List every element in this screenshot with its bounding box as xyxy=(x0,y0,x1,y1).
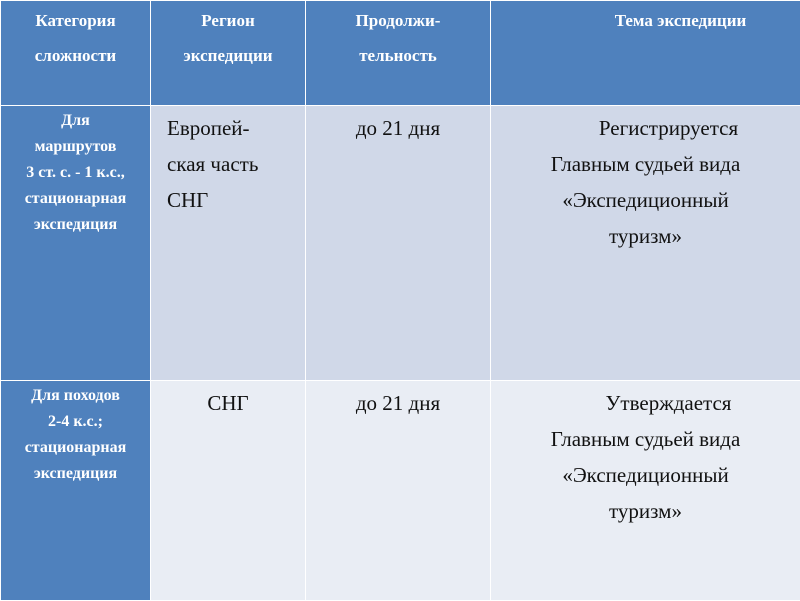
header-theme-line: Тема экспедиции xyxy=(561,3,800,38)
table-row xyxy=(1,381,800,601)
region-line: СНГ xyxy=(167,182,305,218)
theme-line: Регистрируется xyxy=(491,110,800,146)
header-duration-line: тельность xyxy=(306,38,490,73)
header-duration xyxy=(306,1,491,106)
region-line: СНГ xyxy=(151,385,305,421)
region-line: ская часть xyxy=(167,146,305,182)
duration-cell xyxy=(306,106,491,381)
header-region-line: Регион xyxy=(151,3,305,38)
header-row xyxy=(1,1,800,106)
category-line: 2-4 к.с.; xyxy=(3,409,148,435)
region-cell xyxy=(151,381,306,601)
category-line: экспедиция xyxy=(3,212,148,238)
category-line: стационарная xyxy=(3,435,148,461)
category-line: Для походов xyxy=(3,383,148,409)
category-line: Для xyxy=(3,108,148,134)
theme-line: туризм» xyxy=(491,218,800,254)
category-line: маршрутов xyxy=(3,134,148,160)
header-category-line: Категория xyxy=(1,3,150,38)
category-line: 3 ст. с. - 1 к.с., xyxy=(3,160,148,186)
category-cell xyxy=(1,106,151,381)
header-region-line: экспедиции xyxy=(151,38,305,73)
header-category-line: сложности xyxy=(1,38,150,73)
duration-text: до 21 дня xyxy=(306,381,490,421)
theme-line: «Экспедиционный xyxy=(491,182,800,218)
theme-line: туризм» xyxy=(491,493,800,529)
theme-line: Главным судьей вида xyxy=(491,421,800,457)
category-line: стационарная xyxy=(3,186,148,212)
theme-cell xyxy=(491,106,800,381)
header-theme xyxy=(491,1,800,106)
header-region xyxy=(151,1,306,106)
category-cell xyxy=(1,381,151,601)
header-duration-line: Продолжи- xyxy=(306,3,490,38)
theme-line: Утверждается xyxy=(491,385,800,421)
category-line: экспедиция xyxy=(3,461,148,487)
header-category xyxy=(1,1,151,106)
table-row xyxy=(1,106,800,381)
duration-cell xyxy=(306,381,491,601)
region-cell xyxy=(151,106,306,381)
theme-line: «Экспедиционный xyxy=(491,457,800,493)
theme-line: Главным судьей вида xyxy=(491,146,800,182)
duration-text: до 21 дня xyxy=(306,106,490,146)
theme-cell xyxy=(491,381,800,601)
region-line: Европей- xyxy=(167,110,305,146)
